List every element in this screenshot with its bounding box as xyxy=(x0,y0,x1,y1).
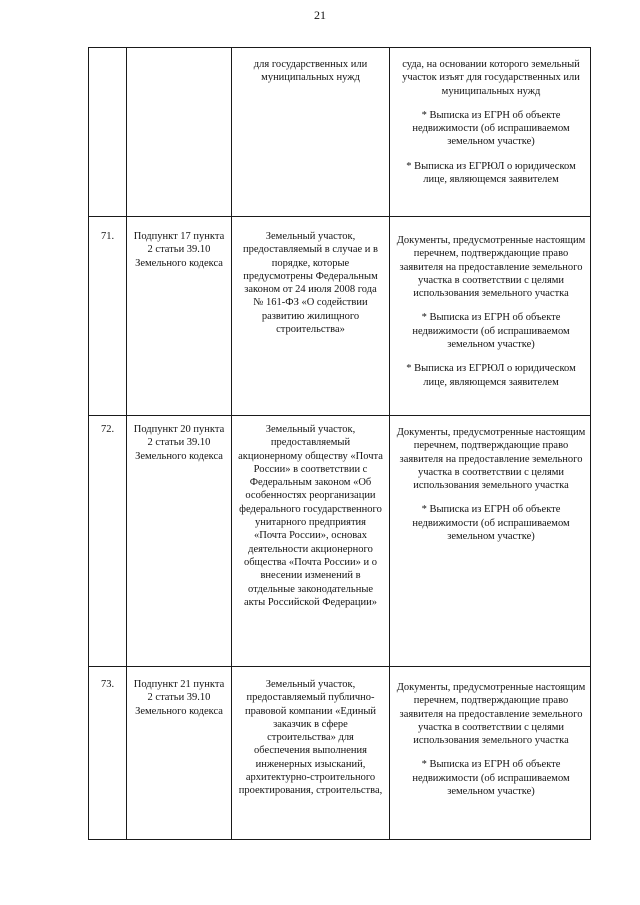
page-number: 21 xyxy=(314,8,326,22)
row-number: 71. xyxy=(100,231,115,242)
continued-row-description: для государственных или муниципальных нужд xyxy=(253,59,368,84)
row-number: 72. xyxy=(100,424,115,435)
document-item: Документы, предусмотренные настоящим перечнем, подтверждающие право заявителя на предоставление земельного участка в соответствии с целями использования земельного участка xyxy=(396,235,586,300)
row-divider xyxy=(89,415,590,416)
document-item: * Выписка из ЕГРЮЛ о юридическом лице, являющемся заявителем xyxy=(406,160,576,186)
row-documents xyxy=(390,234,592,389)
row-documents xyxy=(390,681,592,798)
row-description: Земельный участок, предоставляемый публично-правовой компании «Единый заказчик в сфере строительства» для обеспечения выполнения инженерных изысканий, архитектурно-строительного проектирования, строительства, xyxy=(238,679,383,797)
row-description: Земельный участок, предоставляемый в случае и в порядке, которые предусмотрены Федеральным законом от 24 июля 2008 года № 161-ФЗ «О содействии развитию жилищного строительства» xyxy=(243,231,378,336)
document-item: Документы, предусмотренные настоящим перечнем, подтверждающие право заявителя на предоставление земельного участка в соответствии с целями использования земельного участка xyxy=(396,427,586,492)
row-legal-basis: Подпункт 17 пункта 2 статьи 39.10 Земельного кодекса xyxy=(133,231,225,269)
continued-row-documents xyxy=(390,58,592,186)
row-documents xyxy=(390,426,592,543)
document-item: * Выписка из ЕГРН об объекте недвижимости (об испрашиваемом земельном участке) xyxy=(412,312,570,351)
document-item: * Выписка из ЕГРЮЛ о юридическом лице, являющемся заявителем xyxy=(406,363,576,388)
documents-table xyxy=(88,47,591,840)
document-item: * Выписка из ЕГРН об объекте недвижимости (об испрашиваемом земельном участке) xyxy=(412,504,570,543)
document-item: * Выписка из ЕГРН об объекте недвижимости (об испрашиваемом земельном участке) xyxy=(412,109,570,148)
row-number: 73. xyxy=(100,679,115,690)
document-item: Документы, предусмотренные настоящим перечнем, подтверждающие право заявителя на предоставление земельного участка в соответствии с целями использования земельного участка xyxy=(396,682,586,747)
document-item: * Выписка из ЕГРН об объекте недвижимости (об испрашиваемом земельном участке) xyxy=(412,759,570,798)
row-divider xyxy=(89,666,590,667)
document-item: суда, на основании которого земельный участок изъят для государственных или муниципальных нужд xyxy=(402,59,580,97)
row-legal-basis: Подпункт 20 пункта 2 статьи 39.10 Земельного кодекса xyxy=(133,424,225,462)
row-description: Земельный участок, предоставляемый акционерному обществу «Почта России» в соответствии с Федеральным законом «Об особенностях реорганизации федерального государственного унитарного предприятия «Почта России», основах деятельности акционерного общества «Почта России» и о внесении изменений в отдельные законодательные акты Российской Федерации» xyxy=(238,424,383,608)
row-divider xyxy=(89,216,590,217)
row-legal-basis: Подпункт 21 пункта 2 статьи 39.10 Земельного кодекса xyxy=(133,679,225,717)
